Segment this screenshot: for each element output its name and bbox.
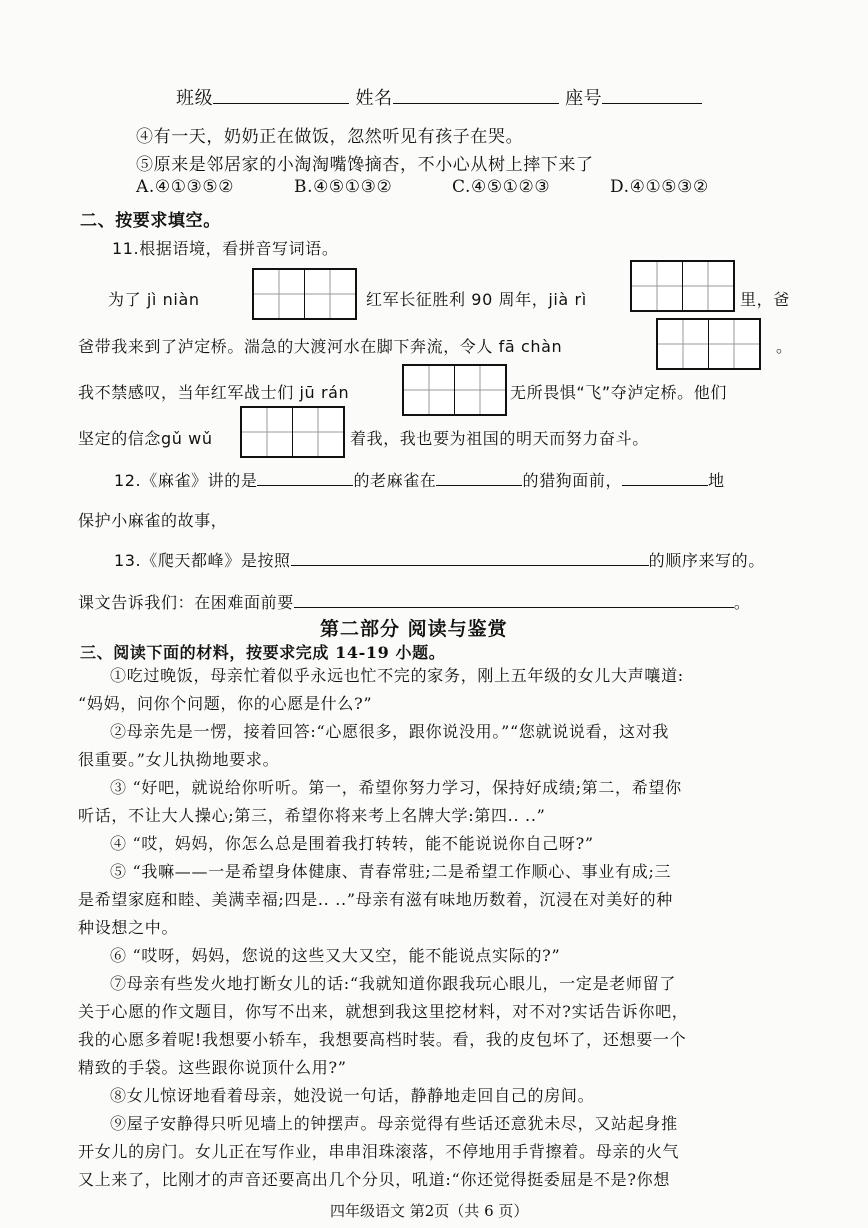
q13-blank-1[interactable] [291, 551, 649, 566]
name-blank[interactable] [393, 89, 559, 104]
seat-blank[interactable] [602, 89, 702, 104]
q13-text-a: 13.《爬天都峰》是按照 [114, 551, 291, 570]
q11-line3-b: 无所畏惧“飞”夺泸定桥。他们 [510, 383, 727, 402]
passage-line: 听话，不让大人操心;第三，希望你将来考上名牌大学:第四.. ..” [78, 806, 546, 825]
passage-line: 开女儿的房门。女儿正在写作业，串串泪珠滚落，不停地用手背擦着。母亲的火气 [78, 1142, 680, 1161]
passage-line: ③ “好吧，就说给你听听。第一，希望你努力学习，保持好成绩;第二，希望你 [110, 778, 682, 797]
q12-text-b: 的老麻雀在 [353, 471, 437, 490]
q11-line4-b: 着我，我也要为祖国的明天而努力奋斗。 [350, 429, 649, 448]
page-footer: 四年级语文 第2页（共 6 页） [330, 1202, 529, 1220]
q11-line1-c: 里，爸 [740, 290, 790, 309]
passage-line: 种设想之中。 [78, 918, 179, 937]
q11-box-jiari[interactable] [630, 260, 735, 312]
part2-title: 第二部分 阅读与鉴赏 [320, 618, 508, 640]
name-label: 姓名 [355, 88, 393, 109]
passage-line: ⑦母亲有些发火地打断女儿的话:“我就知道你跟我玩心眼儿，一定是老师留了 [110, 974, 677, 993]
q13-line2 [78, 590, 750, 613]
q11-line1-a: 为了 jì niàn [108, 290, 200, 309]
q13-text-d: 。 [733, 593, 751, 612]
class-label: 班级 [176, 88, 214, 109]
q11-box-fachan[interactable] [656, 318, 761, 370]
q13-blank-2[interactable] [294, 593, 734, 608]
passage-line: ④ “哎，妈妈，你怎么总是围着我打转转，能不能说说你自己呀?” [110, 834, 594, 853]
q12-blank-3[interactable] [622, 471, 708, 486]
q10-options [136, 177, 709, 197]
passage-line: 很重要。”女儿执拗地要求。 [78, 750, 280, 769]
class-blank[interactable] [213, 89, 349, 104]
q11-line2-a: 爸带我来到了泸定桥。湍急的大渡河水在脚下奔流，令人 fā chàn [78, 337, 563, 356]
q12-text-c: 的猎狗面前， [522, 471, 623, 490]
q11-box-juran[interactable] [402, 364, 507, 416]
q11-line1-b: 红军长征胜利 90 周年，jià rì [366, 290, 587, 309]
passage-line: 精致的手袋。这些跟你说顶什么用?” [78, 1058, 347, 1077]
passage-line: ⑨屋子安静得只听见墙上的钟摆声。母亲觉得有些话还意犹未尽，又站起身推 [110, 1114, 678, 1133]
section3-title: 三、阅读下面的材料，按要求完成 14-19 小题。 [80, 643, 446, 662]
passage-line: ⑤ “我嘛——一是希望身体健康、青春常驻;二是希望工作顺心、事业有成;三 [110, 862, 672, 881]
passage-line: 是希望家庭和睦、美满幸福;四是.. ..”母亲有滋有味地历数着，沉浸在对美好的种 [78, 890, 674, 909]
option-a[interactable]: A.④①③⑤② [136, 177, 235, 197]
q11-box-guwu[interactable] [240, 406, 345, 458]
passage-line: 又上来了，比刚才的声音还要高出几个分贝，吼道:“你还觉得挺委屈是不是?你想 [78, 1170, 671, 1189]
option-c[interactable]: C.④⑤①②③ [452, 177, 551, 197]
q12-text-a: 12.《麻雀》讲的是 [114, 471, 258, 490]
q13-text-b: 的顺序来写的。 [648, 551, 765, 570]
q12-text-d: 地 [708, 471, 725, 490]
q12-line2: 保护小麻雀的故事， [78, 511, 228, 530]
q11-line2-b: 。 [776, 337, 793, 356]
option-b[interactable]: B.④⑤①③② [294, 177, 393, 197]
q13-text-c: 课文告诉我们：在困难面前要 [78, 593, 294, 612]
passage-line: ②母亲先是一愣，接着回答:“心愿很多，跟你说没用。”“您就说说看，这对我 [110, 722, 670, 741]
passage-line: 关于心愿的作文题目，你写不出来，就想到我这里挖材料，对不对?实话告诉你吧， [78, 1002, 689, 1021]
q12-line1 [114, 468, 725, 491]
passage-line: 我的心愿多着呢!我想要小轿车，我想要高档时装。看，我的皮包坏了，还想要一个 [78, 1030, 687, 1049]
q11-title: 11.根据语境，看拼音写词语。 [112, 239, 339, 258]
section2-title: 二、按要求填空。 [80, 211, 221, 231]
passage-line: ⑧女儿惊讶地看着母亲，她没说一句话，静静地走回自己的房间。 [110, 1086, 595, 1105]
q13-line1 [114, 548, 765, 571]
q10-line4: ④有一天，奶奶正在做饭，忽然听见有孩子在哭。 [136, 127, 524, 147]
q12-blank-2[interactable] [436, 471, 522, 486]
q10-line5: ⑤原来是邻居家的小淘淘嘴馋摘杏，不小心从树上摔下来了 [136, 155, 594, 175]
q11-line4-a: 坚定的信念gǔ wǔ [78, 429, 213, 448]
passage-line: ⑥ “哎呀，妈妈，您说的这些又大又空，能不能说点实际的?” [110, 946, 561, 965]
option-d[interactable]: D.④①⑤③② [610, 177, 709, 197]
q11-line3-a: 我不禁感叹，当年红军战士们 jū rán [78, 383, 350, 402]
q11-box-jinian[interactable] [252, 268, 357, 320]
header-line [176, 84, 702, 110]
q12-blank-1[interactable] [257, 471, 353, 486]
passage-line: “妈妈，问你个问题，你的心愿是什么?” [78, 694, 373, 713]
passage-line: ①吃过晚饭，母亲忙着似乎永远也忙不完的家务，刚上五年级的女儿大声嚷道: [110, 666, 684, 685]
seat-label: 座号 [565, 88, 603, 109]
